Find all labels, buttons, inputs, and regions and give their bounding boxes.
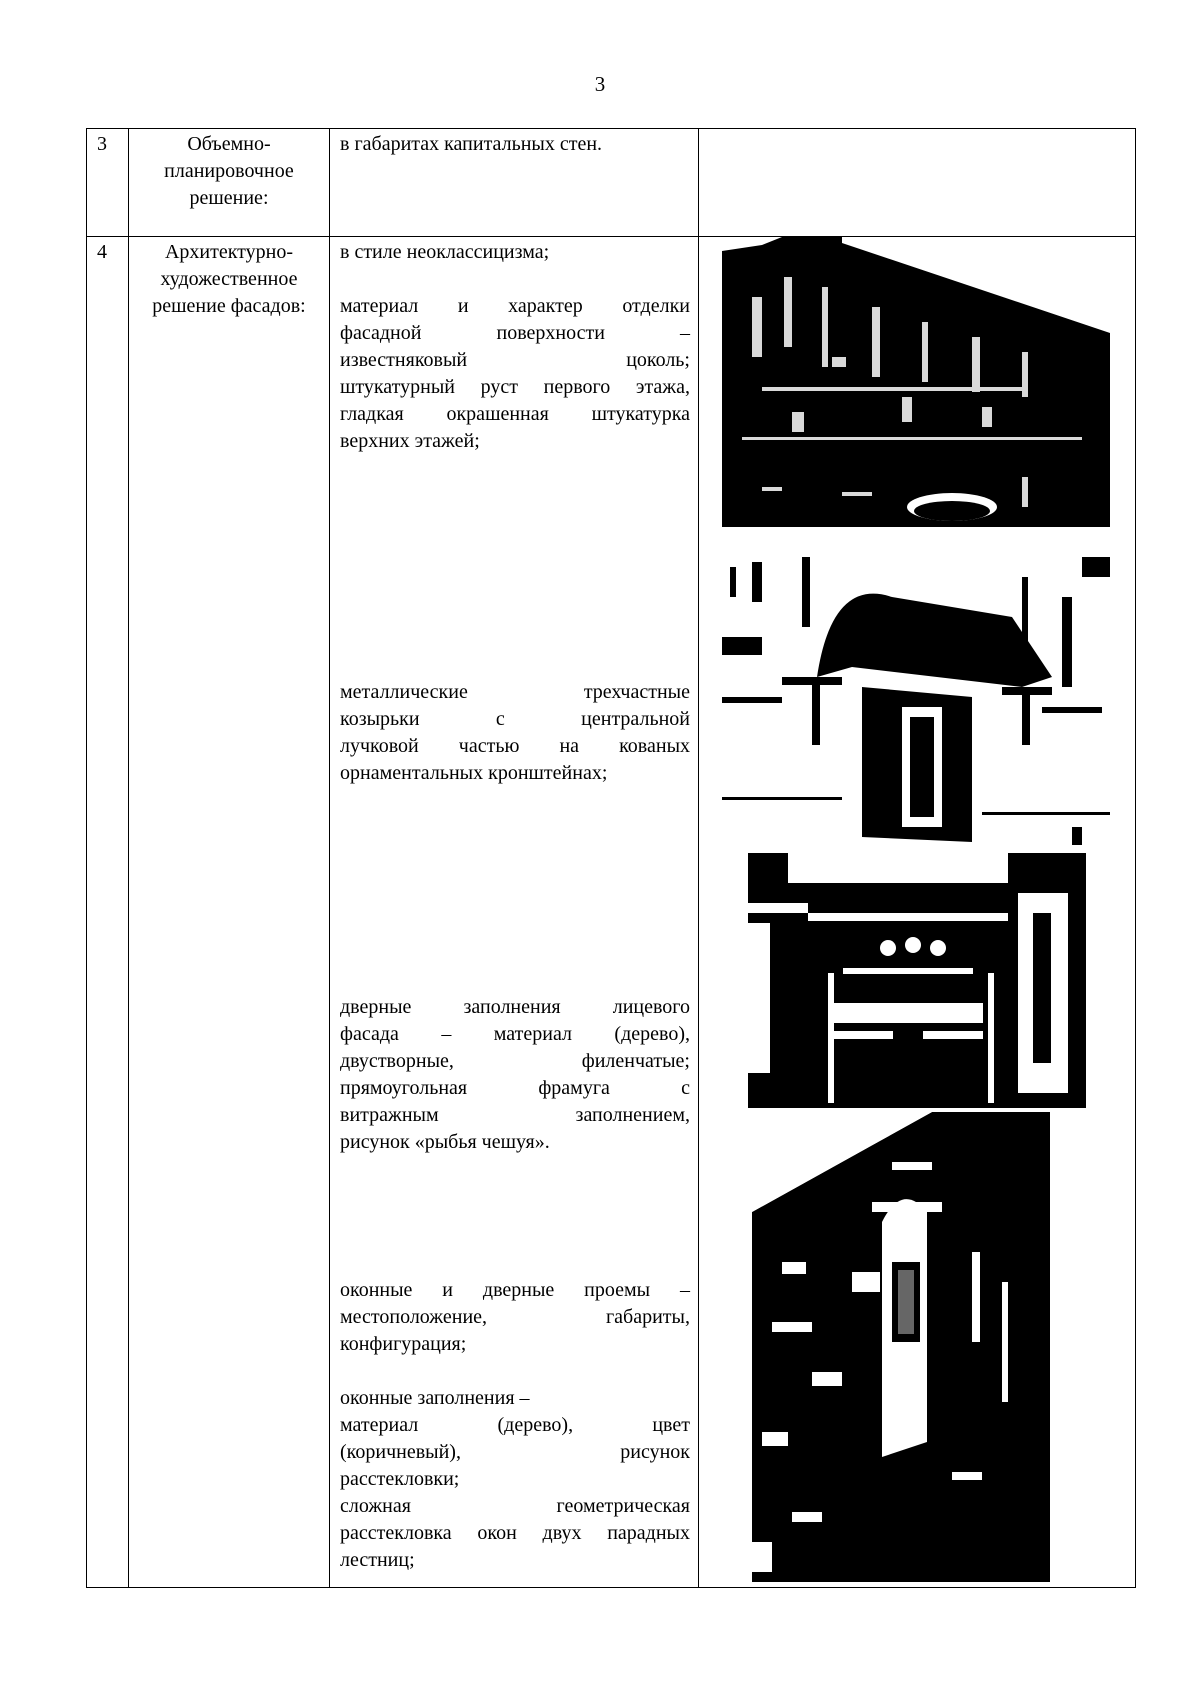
facade-photo [722,237,1110,527]
canopy-paragraph [340,679,690,787]
style-paragraph [340,239,690,266]
text-line: козырьки с центральной [340,708,690,730]
row-number: 3 [97,133,107,155]
text-line: двустворные, филенчатые; [340,1050,690,1072]
photo-cell [699,237,1136,1588]
description-text: в габаритах капитальных стен. [340,133,603,155]
window-photo [752,1112,1050,1582]
photo-cell [699,129,1136,237]
canopy-photo [722,557,1110,849]
text-line: известняковый цоколь; [340,349,690,371]
category-cell [129,129,330,237]
text-line: расстекловка окон двух парадных [340,1522,690,1544]
text-line: дверные заполнения лицевого [340,996,690,1018]
door-paragraph [340,994,690,1156]
description-cell [330,129,699,237]
text-line: орнаментальных кронштейнах; [340,762,608,784]
text-line: лучковой частью на кованых [340,735,690,757]
text-line: оконные и дверные проемы – [340,1279,690,1301]
text-line: расстекловки; [340,1468,460,1490]
category-line: художественное [160,268,298,290]
text-line: фасадной поверхности – [340,322,690,344]
category-label [129,237,329,320]
row-number: 4 [97,241,107,263]
text-line: в стиле неоклассицизма; [340,241,550,263]
table-row [87,129,1136,237]
text-line: (коричневый), рисунок [340,1441,690,1463]
description-cell [330,237,699,1588]
text-line: рисунок «рыбья чешуя». [340,1131,550,1153]
text-line: прямоугольная фрамуга с [340,1077,690,1099]
category-label [129,129,329,212]
heritage-table [86,128,1136,1588]
row-number-cell [87,129,129,237]
window-paragraph [340,1385,690,1574]
text-line: сложная геометрическая [340,1495,690,1517]
page-number: 3 [594,72,606,96]
text-line: оконные заполнения – [340,1387,530,1409]
text-line: местоположение, габариты, [340,1306,690,1328]
text-line: гладкая окрашенная штукатурка [340,403,690,425]
text-line: конфигурация; [340,1333,467,1355]
openings-paragraph [340,1277,690,1358]
text-line: витражным заполнением, [340,1104,690,1126]
category-line: решение: [189,187,269,209]
category-line: решение фасадов: [152,295,306,317]
category-line: Архитектурно- [164,241,294,263]
text-line: материал (дерево), цвет [340,1414,690,1436]
category-line: Объемно- [187,133,271,155]
facade-finish-paragraph [340,293,690,455]
category-cell [129,237,330,1588]
door-photo [748,853,1086,1108]
text-line: фасада – материал (дерево), [340,1023,690,1045]
text-line: металлические трехчастные [340,681,690,703]
table-row [87,237,1136,1588]
text-line: штукатурный руст первого этажа, [340,376,690,398]
text-line: лестниц; [340,1549,415,1571]
category-line: планировочное [164,160,294,182]
row-number-cell [87,237,129,1588]
text-line: верхних этажей; [340,430,480,452]
text-line: материал и характер отделки [340,295,690,317]
